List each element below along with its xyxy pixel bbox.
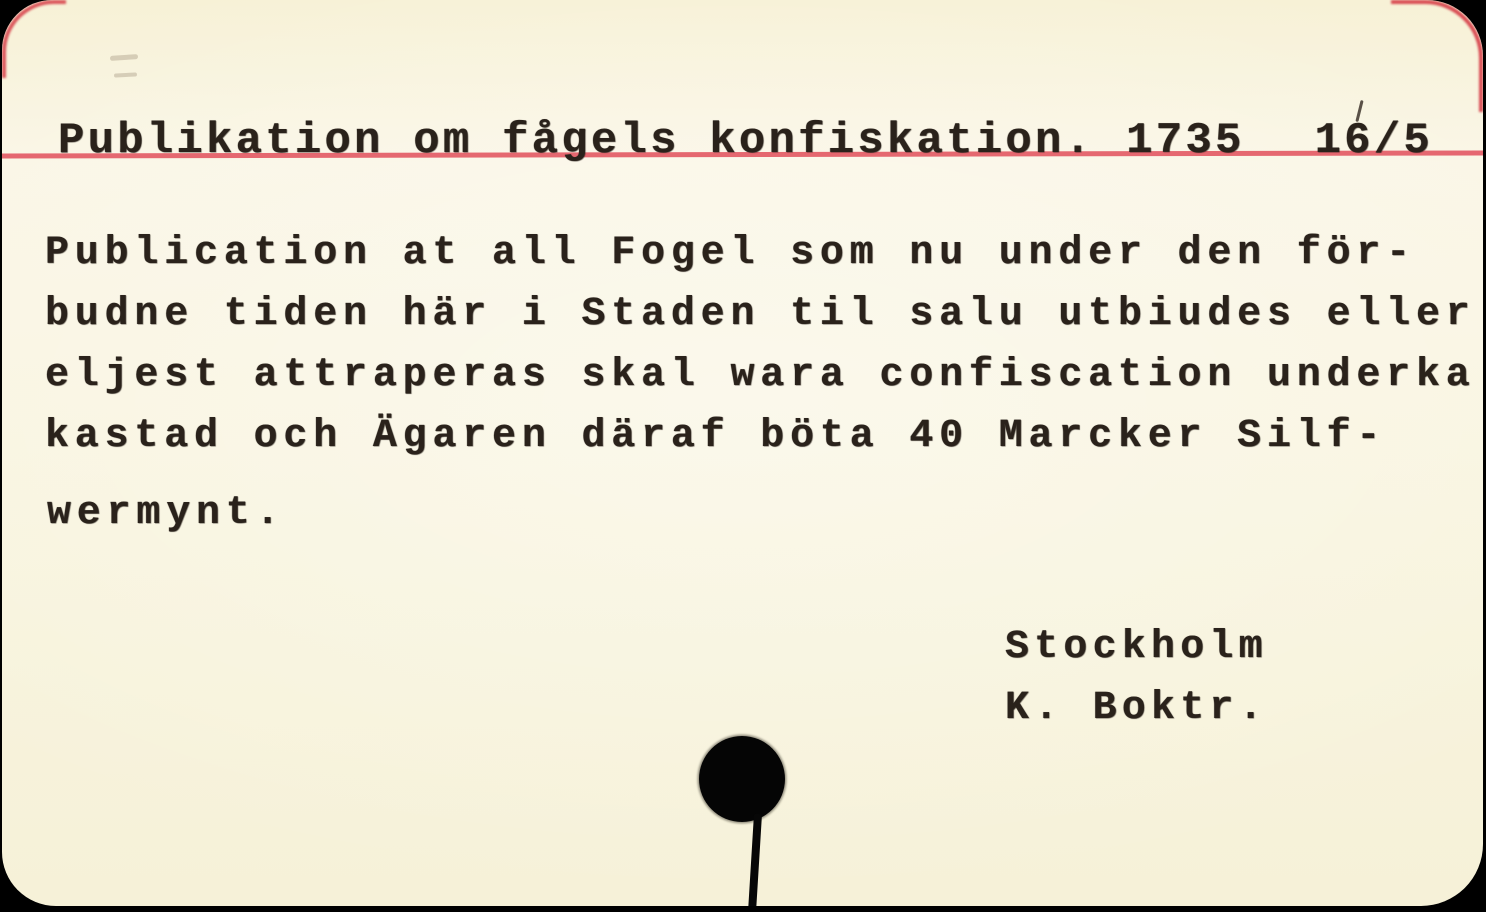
- imprint-printer: K. Boktr.: [1005, 686, 1268, 731]
- card-body: [45, 223, 1476, 467]
- heading-date: 16/5: [1314, 116, 1433, 166]
- red-edge-trim-top-left: [2, 0, 66, 78]
- punch-hole: [699, 736, 785, 822]
- pencil-smudge: [110, 54, 138, 61]
- body-line: Publication at all Fogel som nu under den för-: [45, 231, 1416, 276]
- heading-year: 1735: [1126, 116, 1245, 166]
- imprint-place: Stockholm: [1005, 625, 1268, 670]
- punch-hole-slit: [748, 814, 762, 906]
- body-line: wermynt.: [47, 491, 286, 536]
- imprint-block: [1005, 617, 1268, 739]
- card-heading: [58, 116, 1433, 166]
- red-edge-trim-top-right: [1391, 0, 1483, 112]
- pencil-smudge: [114, 72, 137, 77]
- catalog-card: [2, 0, 1483, 906]
- body-line: budne tiden här i Staden til salu utbiudes eller: [45, 292, 1476, 337]
- body-line: eljest attraperas skal wara confiscation underka: [45, 353, 1476, 398]
- heading-title: Publikation om fågels konfiskation.: [58, 116, 1095, 166]
- body-line: kastad och Ägaren däraf böta 40 Marcker Silf-: [45, 414, 1387, 459]
